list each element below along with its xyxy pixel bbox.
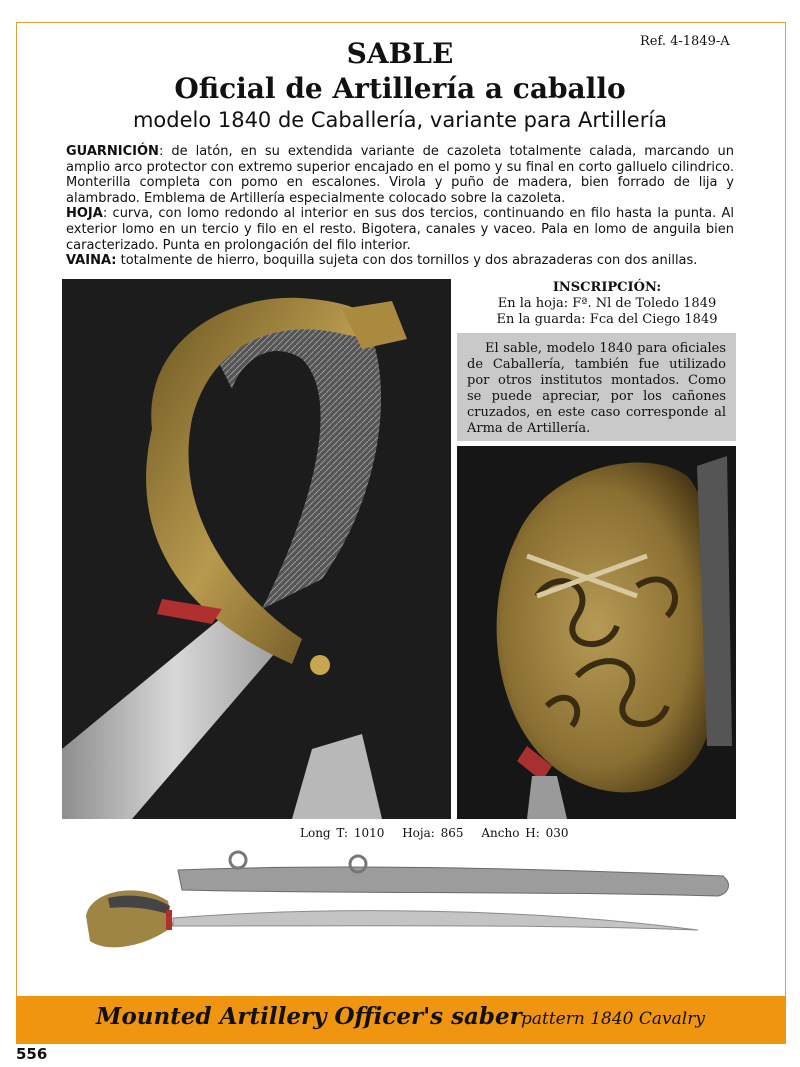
vaina-text: totalmente de hierro, boquilla sujeta con dos tornillos y dos abrazaderas con dos anillas. — [116, 253, 698, 269]
reference-number: Ref. 4-1849-A — [640, 34, 730, 49]
inscription-heading: INSCRIPCIÓN: — [552, 280, 662, 295]
blade-stub — [527, 776, 567, 819]
page-subtitle: modelo 1840 de Caballería, variante para Artillería — [132, 108, 668, 132]
quillon-button — [310, 655, 330, 675]
scabbard-ring-1 — [230, 852, 246, 868]
guard-detail-drawing — [457, 446, 736, 819]
washer — [166, 910, 172, 930]
blade — [173, 911, 698, 930]
inscription-line-blade: En la hoja: Fª. Nl de Toledo 1849 — [497, 296, 717, 311]
guarnicion-text: : de latón, en su extendida variante de cazoleta totalmente calada, marcando un amplio arco protector con extremo superior encajado en el pomo y su final en corto galluelo cilindrico. Monterilla completa con pomo en escalones. Virola y puño de madera, bien forrado de lija y alambrado. Emblema de Artillería especialmente colocado sobre la cazoleta. — [66, 144, 734, 206]
scabbard-shape — [292, 734, 382, 819]
width-blade: Ancho H: 030 — [481, 826, 569, 840]
inscription-line-guard: En la guarda: Fca del Ciego 1849 — [496, 312, 718, 327]
guarnicion-label: GUARNICIÓN — [66, 144, 159, 159]
hilt-photo — [62, 279, 451, 819]
scabbard — [178, 867, 728, 896]
length-total: Long T: 1010 — [300, 826, 385, 840]
length-blade: Hoja: 865 — [402, 826, 464, 840]
guard-detail-photo — [457, 446, 736, 819]
page-number: 556 — [16, 1045, 48, 1063]
vaina-label: VAINA: — [66, 253, 117, 269]
dimensions-line — [300, 826, 580, 840]
hoja-text: : curva, con lomo redondo al interior en sus dos tercios, continuando en filo hasta la punta. Al exterior lomo en un tercio y filo en el resto. Bigotera, canales y vaceo. Pala en lomo de anguila bien caracterizado. Punta en prolongación del filo interior. — [66, 206, 734, 253]
page-title: SABLE — [346, 37, 454, 70]
guarnicion-paragraph — [66, 144, 734, 206]
vaina-paragraph — [66, 253, 734, 269]
hilt-photo-drawing — [62, 279, 451, 819]
page-title-line2: Oficial de Artillería a caballo — [174, 72, 626, 105]
inscription-block — [462, 280, 752, 328]
note-box: El sable, modelo 1840 para oficiales de Caballería, también fue utilizado por otros institutos montados. Como se puede apreciar, por los cañones cruzados, en este caso corresponde al Arma de Artillería. — [457, 333, 736, 441]
full-saber-drawing — [78, 846, 738, 974]
hoja-label: HOJA — [66, 206, 103, 222]
footer-subtitle-en: pattern 1840 Cavalry — [521, 1009, 705, 1029]
footer-band — [16, 996, 786, 1044]
cup-guard-shape — [497, 463, 720, 793]
description-block — [66, 144, 734, 269]
full-saber-photo — [78, 846, 738, 974]
footer-title-en: Mounted Artillery Officer's saber — [96, 1003, 522, 1030]
hoja-paragraph — [66, 206, 734, 253]
